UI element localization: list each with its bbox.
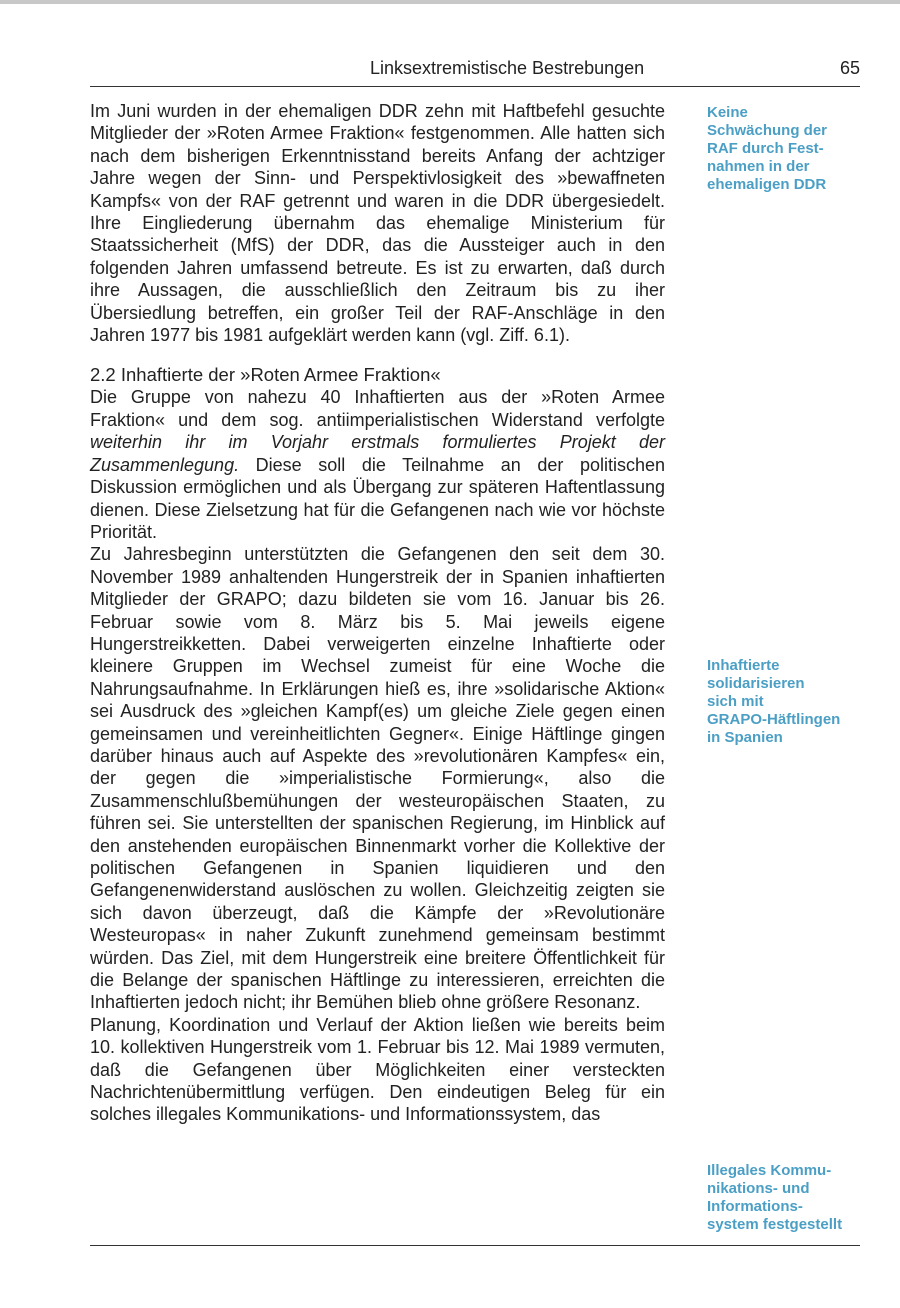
margin-note-line: in Spanien <box>707 729 783 746</box>
paragraph-zusammenlegung-italic: weiterhin ihr im Vorjahr erstmals formuliertes Projekt der Zusammenlegung. <box>90 432 665 475</box>
margin-note-line: ehemaligen DDR <box>707 176 827 193</box>
paragraph-hungerstreik: Zu Jahresbeginn unterstützten die Gefangenen den seit dem 30. November 1989 anhaltenden Hungerstreik der in Spanien inhaftierten Mitglieder der GRAPO; dazu bildeten sie vom 16. Januar bis 26. Februar sowie vom 8. März bis 5. Mai jeweils eigene Hungerstreikketten. Dabei verweigerten einzelne Inhaftierte oder kleinere Gruppen im Wechsel zumeist für eine Woche die Nahrungsaufnahme. In Erklärungen hieß es, ihre »solidarische Aktion« sei Ausdruck des »gleichen Kampf(es) um gleiche Ziele gegen einen gemeinsamen und vereinheitlichten Gegner«. Einige Häftlinge gingen darüber hinaus auch auf Aspekte des »revolutionären Kampfes« ein, der gegen die »imperialistische Formierung«, also die Zusammenschlußbemühungen der westeuropäischen Staaten, zu führen sei. Sie unterstellten der spanischen Regierung, im Hinblick auf den anstehenden europäischen Binnenmarkt vorher die Kollektive der politischen Gefangenen in Spanien liquidieren und den Gefangenenwiderstand auslöschen zu wollen. Gleichzeitig zeigten sie sich davon überzeugt, daß die Kämpfe der »Revolutionäre Westeuropas« in naher Zukunft zunehmend gemeinsam bestimmt würden. Das Ziel, mit dem Hungerstreik eine breitere Öffentlichkeit für die Belange der spanischen Häftlinge zu interessieren, erreichten die Inhaftierten jedoch nicht; ihr Bemühen blieb ohne größere Resonanz. <box>90 544 665 1013</box>
margin-note-line: solidarisieren <box>707 675 805 692</box>
margin-note-raf <box>707 104 867 194</box>
scan-edge-rule <box>0 0 900 4</box>
paragraph-zusammenlegung <box>90 386 665 543</box>
margin-note-line: Illegales Kommu- <box>707 1162 832 1179</box>
margin-note-kommunikation <box>707 1162 867 1234</box>
margin-note-line: nahmen in der <box>707 158 810 175</box>
margin-note-line: Schwächung der <box>707 122 828 139</box>
footer-rule <box>90 1245 860 1246</box>
paragraph-kommunikation: Planung, Koordination und Verlauf der Aktion ließen wie bereits beim 10. kollektiven Hungerstreik vom 1. Februar bis 12. Mai 1989 vermuten, daß die Gefangenen über Möglichkeiten einer versteckten Nachrichtenübermittlung verfügen. Den eindeutigen Beleg für ein solches illegales Kommunikations- und Informationssystem, das <box>90 1014 665 1125</box>
margin-note-grapo <box>707 657 867 747</box>
margin-note-line: GRAPO-Häftlingen <box>707 711 841 728</box>
margin-note-line: RAF durch Fest- <box>707 140 824 157</box>
margin-note-line: nikations- und <box>707 1180 810 1197</box>
margin-note-line: Keine <box>707 104 748 121</box>
paragraph-ddr-arrests: Im Juni wurden in der ehemaligen DDR zehn mit Haftbefehl gesuchte Mitglieder der »Roten Armee Fraktion« festgenommen. Alle hatten sich nach dem bisherigen Erkenntnisstand bereits Anfang der achtziger Jahre wegen der Sinn- und Perspektivlosigkeit des »bewaffneten Kampfs« von der RAF getrennt und waren in die DDR übergesiedelt. Ihre Eingliederung übernahm das ehemalige Ministerium für Staatssicherheit (MfS) der DDR, das die Aussteiger auch in den folgenden Jahren umfassend betreute. Es ist zu erwarten, daß durch ihre Aussagen, die ausschließlich den Zeitraum bis zu iher Übersiedlung betreffen, ein großer Teil der RAF-Anschläge in den Jahren 1977 bis 1981 aufgeklärt werden kann (vgl. Ziff. 6.1). <box>90 101 665 346</box>
margin-note-line: system festgestellt <box>707 1216 843 1233</box>
margin-note-line: Inhaftierte <box>707 657 780 674</box>
main-text-column <box>90 100 665 1126</box>
margin-note-line: sich mit <box>707 693 764 710</box>
section-heading: 2.2 Inhaftierte der »Roten Armee Fraktion« <box>90 364 441 386</box>
paragraph-zusammenlegung-part-a: Die Gruppe von nahezu 40 Inhaftierten aus der »Roten Armee Fraktion« und dem sog. antiimperialistischen Widerstand verfolgte <box>90 387 665 430</box>
running-header-title: Linksextremistische Bestrebungen <box>370 58 645 78</box>
running-header <box>90 58 860 87</box>
paragraph-zusammenlegung-part-c: Diese soll die Teilnahme an der politischen Diskussion ermöglichen und als Übergang zur späteren Haftentlassung dienen. Diese Zielsetzung hat für die Gefangenen nach wie vor höchste Priorität. <box>90 454 665 542</box>
margin-note-line: Informations- <box>707 1198 803 1215</box>
page-number: 65 <box>839 58 860 78</box>
